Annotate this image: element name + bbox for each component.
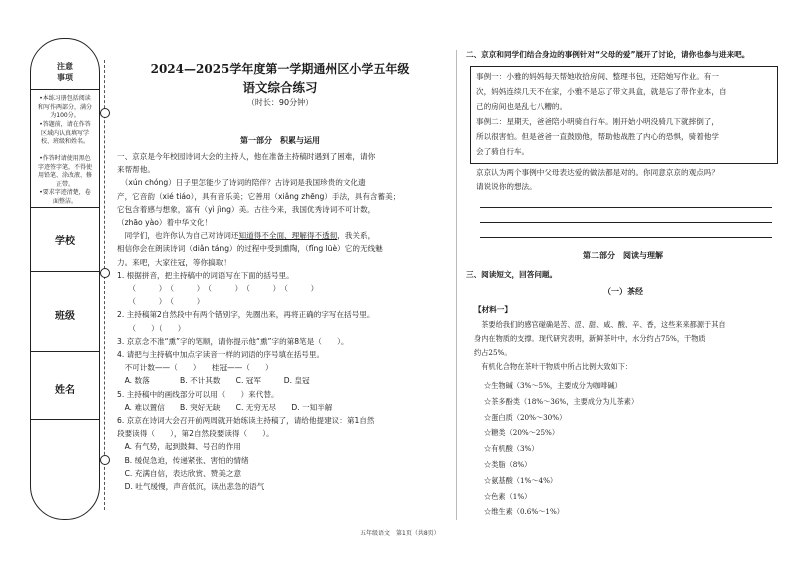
left-question-text — [117, 150, 452, 493]
answer-line[interactable] — [480, 222, 772, 223]
answer-line[interactable] — [480, 237, 772, 238]
question-line: A. 有气势，起到鼓舞、号召的作用 — [117, 442, 241, 452]
material-line: 茶要给我们的感官碰确是苦、涩、甜、咸、酸、辛、香，这些来来都源于其自 — [474, 320, 726, 329]
notice-2: •答题前，请在作答区域内认真填写学校、班级和姓名。 — [39, 121, 91, 145]
exam-duration: （时长：90分钟） — [246, 98, 314, 107]
example-line: 次，妈妈连续几天不在家，小雅不是忘了带文具盒，就是忘了带作业本，自 — [476, 87, 727, 96]
question-line: （xún chóng）日子里怎能少了诗词的陪伴？古诗词是我国珍贵的文化遗 — [117, 178, 366, 188]
question-line: 6. 京京在诗词大会召开前两周就开始练读主持稿了，请给他提建议：第1自然 — [117, 416, 375, 426]
question-line: 3. 京京念不准“熏”字的笔顺，请你提示他“熏”字的第8笔是（ ）。 — [117, 336, 349, 346]
composition-item: ☆色素（1%） — [484, 491, 532, 501]
question-line: C. 充满自信，表达欣赏、赞美之意 — [117, 468, 242, 478]
ask-line: 请说说你的想法。 — [476, 182, 537, 191]
question-2-ask — [476, 166, 719, 194]
article-title: （一）茶经 — [603, 287, 643, 296]
binding-line — [104, 60, 105, 510]
question-line: A. 数落 B. 不计其数 C. 冠军 D. 皇冠 — [117, 376, 310, 386]
example-line: 会了骑自行车。 — [476, 147, 530, 156]
column-divider — [456, 50, 457, 520]
question-line: 同学们，也许你认为自己对诗词还知道得不全面、理解得不透彻，我关系， — [117, 231, 376, 241]
material-line: 约占25%。 — [474, 348, 512, 357]
ask-line: 京京认为两个事例中父母表达爱的做法都是对的。你同意京京的观点吗？ — [476, 168, 719, 177]
strip-divider — [31, 207, 99, 208]
question-line: 力。来吧，大家往冠，等你搞取！ — [117, 257, 231, 267]
example-box-text — [476, 69, 776, 159]
name-label: 姓名 — [55, 385, 75, 396]
example-line: 所以很害怕。但是爸爸一直鼓励他，帮助他战胜了内心的恐惧，骑着他学 — [476, 132, 719, 141]
page-subtitle: 语文综合练习 — [242, 80, 318, 95]
page-footer: 五年级语文 第1页（共8页） — [360, 530, 440, 537]
notice-title: 注意 事项 — [57, 61, 73, 82]
part1-heading: 第一部分 积累与运用 — [240, 136, 320, 145]
example-line: 事例二：星期天，爸爸陪小明骑自行车。刚开始小明没骑几下就摔倒了， — [476, 117, 719, 126]
question-line: 不可计数——（ ） 桂冠——（ ） — [117, 363, 273, 373]
question-line: （ ） （ ） （ ） （ ） （ ） — [117, 284, 319, 294]
composition-list — [484, 378, 638, 520]
example-line: 己的房间也是乱七八糟的。 — [476, 102, 568, 111]
class-label: 班级 — [55, 311, 75, 322]
question-line: 一、京京是今年校园诗词大会的主持人，他在准备主持稿时遇到了困难，请你 — [117, 152, 376, 161]
part2-heading: 第二部分 阅读与理解 — [583, 251, 663, 260]
question-line: （zhāo yào）着中华文化！ — [117, 218, 213, 228]
question-line: （ ）（ ） — [117, 323, 186, 333]
example-line: 事例一：小雅的妈妈每天帮她收拾房间、整理书包，还陪她写作业。有一 — [476, 72, 719, 81]
binding-strip — [30, 38, 100, 520]
material-text — [474, 318, 780, 374]
binding-hole — [100, 108, 110, 118]
binding-hole — [100, 268, 110, 278]
notice-3: •作答时请使用黑色字迹签字笔，不得使用铅笔、涂改液、修正带。 — [37, 155, 92, 188]
strip-divider — [31, 89, 99, 90]
composition-item: ☆茶多酚类（18%～36%，主要成分为儿茶素） — [484, 396, 639, 406]
question-line: 5. 主持稿中的画线部分可以用（ ）来代替。 — [117, 389, 279, 399]
answer-line[interactable] — [480, 207, 772, 208]
composition-item: ☆有机酸（3%） — [484, 444, 539, 454]
composition-item: ☆蛋白质（20%～30%） — [484, 412, 567, 422]
composition-item: ☆类脂（8%） — [484, 459, 532, 469]
strip-divider — [31, 351, 99, 352]
question-line: 2. 主持稿第2自然段中有两个错别字，先圈出来，再将正确的字写在括号里。 — [117, 310, 375, 320]
question-line: 段要读得（ ），第2自然段要读得（ ）。 — [117, 429, 274, 439]
composition-item: ☆糖类（20%～25%） — [484, 428, 560, 438]
material-line: 身内在物质的支撑。现代研究表明，新鲜茶叶中，水分约占75%，干物质 — [474, 334, 706, 343]
question-line: 相信你会在朗读诗词（diǎn táng）的过程中受到熏陶，（fǐng lüè）它的无线魅 — [117, 244, 383, 254]
question-2-prompt: 二、京京和同学们结合身边的事例针对“父母的爱”展开了讨论，请你也参与进来吧。 — [466, 50, 750, 59]
strip-divider — [31, 271, 99, 272]
question-line: B. 缓促急迫，传递紧张、害怕的情绪 — [117, 455, 249, 465]
underlined-phrase: 知道得不全面、理解得不透彻 — [238, 231, 338, 241]
question-line: A. 难以置信 B. 突好无缺 C. 无穷无尽 D. 一知半解 — [117, 402, 333, 412]
question-line: 4. 请把与主持稿中加点字读音一样的词语的序号填在括号里。 — [117, 350, 325, 360]
material-label: 【材料一】 — [474, 305, 512, 314]
question-line: 1. 根据拼音，把主持稿中的词语写在下面的括号里。 — [117, 270, 294, 280]
question-line: 产，它音韵（xié tiáo），具有音乐美；它善用（xiǎng zhēng）手法，具有含蓄美； — [117, 191, 401, 201]
question-3-prompt: 三、阅读短文，回答问题。 — [466, 270, 558, 279]
question-line: （ ） （ ） — [117, 297, 205, 307]
binding-hole — [100, 455, 110, 465]
question-line: D. 吐气缓慢，声音低沉，读出悲急的语气 — [117, 482, 265, 492]
question-line: 来帮帮他。 — [117, 165, 155, 175]
school-label: 学校 — [55, 236, 75, 247]
notice-4: •要求字迹清楚，卷面整洁。 — [39, 189, 91, 205]
page-title: 2024—2025学年度第一学期通州区小学五年级 — [150, 62, 410, 76]
material-line: 有机化合物在茶叶干物质中所占比例大致如下： — [474, 362, 633, 371]
composition-item: ☆氨基酸（1%～4%） — [484, 475, 558, 485]
composition-item: ☆生物碱（3%～5%，主要成分为咖啡碱） — [484, 381, 622, 390]
strip-divider — [31, 419, 99, 420]
composition-item: ☆维生素（0.6%～1%） — [484, 507, 564, 517]
notice-1: •本练习册包括阅读和写作两部分，满分为100分。 — [37, 95, 92, 119]
question-line: 它包含着感与想象，富有（yì jìng）美。古往今来，我国优秀诗词不可计数， — [117, 204, 376, 214]
